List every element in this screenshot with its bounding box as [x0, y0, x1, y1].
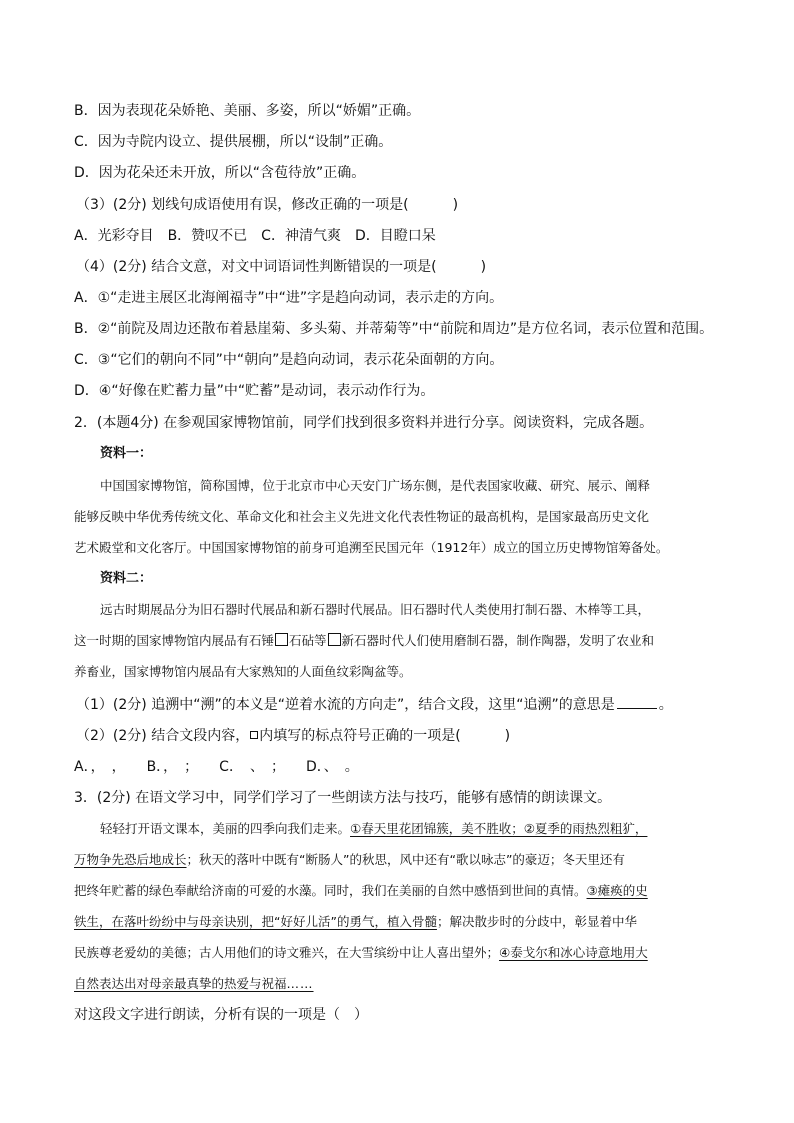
- q1-sub4-option-d: D．④“好像在贮蓄力量”中“贮蓄”是动词，表示动作行为。: [74, 383, 435, 399]
- material1-line3: 艺术殿堂和文化客厅。中国国家博物馆的前身可追溯至民国元年（1912年）成立的国立历史博物馆筹备处。: [74, 540, 669, 555]
- q1-sub4-option-c: C．③“它们的朝向不同”中“朝向”是趋向动词，表示花朵面朝的方向。: [74, 352, 504, 368]
- material2-line1: 远古时期展品分为旧石器时代展品和新石器时代展品。旧石器时代人类使用打制石器、木棒等工具，: [100, 602, 651, 617]
- q3-passage-line4-b: ；解决散步时的分歧中，彰显着中华: [436, 914, 637, 929]
- q1-sub3-options: A．光彩夺目 B．赞叹不已 C．神清气爽 D．目瞪口呆: [74, 228, 436, 244]
- q2-sub1-end: 。: [658, 697, 673, 713]
- answer-blank: [617, 694, 657, 709]
- q1-sub4-option-b: B．②“前院及周边还散布着悬崖菊、多头菊、并蒂菊等”中“前院和周边”是方位名词，表示位置和范围。: [74, 321, 714, 337]
- q2-sub2-stem: [76, 726, 510, 746]
- q3-question: 对这段文字进行朗读，分析有误的一项是（ ）: [74, 1007, 368, 1023]
- q1-sub4-option-a: A．①“走进主展区北海阐福寺”中“进”字是趋向动词，表示走的方向。: [74, 290, 504, 306]
- underlined-sentence: ①春天里花团锦簇，美不胜收；②夏季的雨热烈粗犷，: [350, 821, 648, 836]
- punctuation-box: [250, 731, 258, 739]
- underlined-sentence: ④泰戈尔和冰心诗意地用大: [499, 945, 648, 960]
- q3-passage-line5-a: 民族尊老爱幼的美德；古人用他们的诗文雅兴，在大雪缤纷中让人喜出望外；: [74, 945, 500, 960]
- underlined-sentence: 自然表达出对母亲最真挚的热爱与祝福: [74, 976, 287, 991]
- q3-passage-line4: [74, 912, 637, 932]
- q1-sub3-stem: [76, 195, 458, 215]
- underlined-sentence: ③瘫痪的史: [586, 883, 648, 898]
- q1-option-c: C．因为寺院内设立、提供展棚，所以“设制”正确。: [74, 134, 393, 150]
- underlined-sentence: 铁生，在落叶纷纷中与母亲诀别，把“好好儿活”的勇气，植入骨髓: [74, 914, 437, 929]
- ellipsis: ……: [286, 976, 314, 991]
- q3-stem: 3．(2分) 在语文学习中，同学们学习了一些朗读方法与技巧，能够有感情的朗读课文。: [74, 790, 612, 806]
- q2-sub2-options: A．， ， B．， ； C． 、 ； D．、 。: [74, 759, 359, 775]
- underlined-sentence: 万物争先恐后地成长: [74, 852, 187, 867]
- q3-passage-line6: [74, 974, 314, 994]
- q3-passage-line2: [74, 850, 625, 870]
- material2-title: 资料二：: [100, 571, 153, 586]
- q3-passage-line5: [74, 943, 648, 963]
- q3-passage-line1-a: 轻轻打开语文课本，美丽的四季向我们走来。: [100, 821, 351, 836]
- material2-line2-a: 这一时期的国家博物馆内展品有石锤: [74, 633, 275, 648]
- punctuation-box: [275, 633, 288, 646]
- q3-passage-line3-a: 把终年贮蓄的绿色奉献给济南的可爱的水藻。同时，我们在美丽的自然中感悟到世间的真情。: [74, 883, 587, 898]
- material1-line2: 能够反映中华优秀传统文化、革命文化和社会主义先进文化代表性物证的最高机构，是国家最高历史文化: [74, 509, 650, 524]
- punctuation-box: [328, 633, 341, 646]
- q2-sub2-stem-b: 内填写的标点符号正确的一项是(: [259, 728, 461, 744]
- q3-passage-line3: [74, 881, 648, 901]
- material2-line3: 养畜业，国家博物馆内展品有大家熟知的人面鱼纹彩陶盆等。: [74, 664, 412, 679]
- q1-sub4-stem-text: （4）(2分) 结合文意，对文中词语词性判断错误的一项是(: [76, 259, 437, 275]
- q1-sub3-close: ): [452, 197, 459, 213]
- material1-line1: 中国国家博物馆，简称国博，位于北京市中心天安门广场东侧，是代表国家收藏、研究、展示、阐释: [100, 478, 651, 493]
- q2-sub1-stem-text: （1）(2分) 追溯中“溯”的本义是“逆着水流的方向走”，结合文段，这里“追溯”的意思是: [76, 697, 615, 713]
- q2-sub2-stem-a: （2）(2分) 结合文段内容，: [76, 728, 250, 744]
- q1-option-b: B．因为表现花朵娇艳、美丽、多姿，所以“娇媚”正确。: [74, 103, 421, 119]
- q1-option-d: D．因为花朵还未开放，所以“含苞待放”正确。: [74, 165, 366, 181]
- q2-stem: 2．(本题4分) 在参观国家博物馆前，同学们找到很多资料并进行分享。阅读资料，完成各题。: [74, 415, 654, 431]
- q2-sub1-stem: [76, 694, 673, 715]
- material2-line2-b: 石砧等: [289, 633, 327, 648]
- q3-passage-line1: [100, 819, 647, 839]
- q1-sub4-close: ): [480, 259, 487, 275]
- q1-sub4-stem: [76, 257, 486, 277]
- q2-sub2-close: ): [504, 728, 511, 744]
- q3-passage-line2-b: ；秋天的落叶中既有“断肠人”的秋思，风中还有“歌以咏志”的豪迈；冬天里还有: [186, 852, 625, 867]
- q1-sub3-stem-text: （3）(2分) 划线句成语使用有误，修改正确的一项是(: [76, 197, 409, 213]
- material1-title: 资料一：: [100, 446, 153, 461]
- material2-line2: [74, 631, 654, 651]
- material2-line2-c: 新石器时代人们使用磨制石器，制作陶器，发明了农业和: [341, 633, 655, 648]
